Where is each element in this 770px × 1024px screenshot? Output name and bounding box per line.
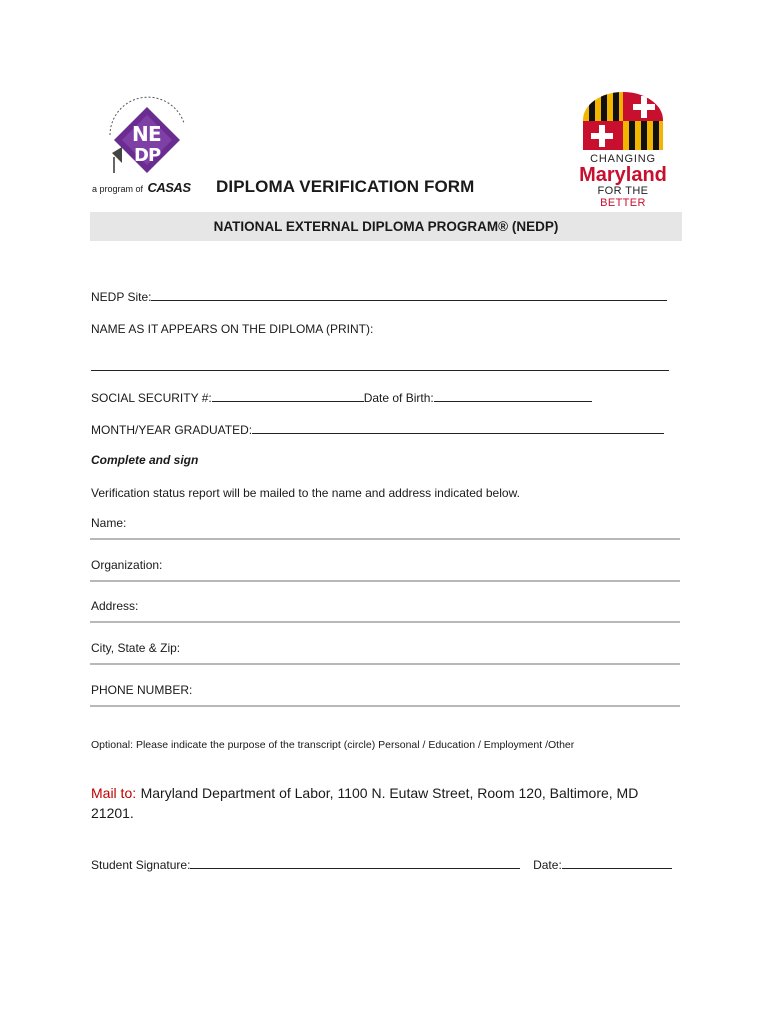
name-print-label: NAME AS IT APPEARS ON THE DIPLOMA (PRINT): — [91, 322, 374, 336]
maryland-tagline-emph: BETTER — [600, 197, 646, 209]
svg-text:N: N — [132, 122, 149, 146]
address-label: Address: — [91, 599, 139, 613]
maryland-logo — [573, 92, 673, 209]
maryland-flag-icon — [583, 92, 663, 150]
phone-label: PHONE NUMBER: — [91, 683, 193, 697]
optional-note: Optional: Please indicate the purpose of the transcript (circle) Personal / Education / Employment /Other — [91, 739, 575, 751]
form-title: DIPLOMA VERIFICATION FORM — [216, 177, 475, 196]
complete-sign-note: Complete and sign — [91, 453, 199, 467]
address-line[interactable] — [90, 621, 680, 623]
maryland-changing: CHANGING — [590, 153, 656, 165]
graduated-row — [91, 421, 664, 437]
date-field[interactable] — [562, 856, 672, 869]
mail-to-zip: 21201. — [91, 805, 134, 821]
graduated-label: MONTH/YEAR GRADUATED: — [91, 423, 253, 437]
name-print-field[interactable] — [91, 358, 669, 371]
casas-brand: CASAS — [147, 180, 191, 195]
ssn-label: SOCIAL SECURITY #: — [91, 391, 212, 405]
signature-row — [91, 856, 672, 872]
nedp-site-row — [91, 288, 667, 304]
mail-to-row — [91, 785, 638, 803]
nedp-caption-prefix: a program of — [92, 184, 144, 194]
signature-label: Student Signature: — [91, 858, 191, 872]
graduated-field[interactable] — [252, 421, 664, 434]
phone-line[interactable] — [90, 705, 680, 707]
maryland-tagline-prefix: FOR THE — [597, 185, 649, 197]
ssn-field[interactable] — [212, 389, 364, 402]
organization-label: Organization: — [91, 558, 163, 572]
organization-line[interactable] — [90, 580, 680, 582]
maryland-tagline — [573, 185, 673, 209]
city-line[interactable] — [90, 663, 680, 665]
mail-to-address: Maryland Department of Labor, 1100 N. Eutaw Street, Room 120, Baltimore, MD — [140, 785, 639, 801]
subtitle-band — [90, 212, 682, 241]
nedp-emblem-icon — [92, 95, 202, 175]
form-subtitle: NATIONAL EXTERNAL DIPLOMA PROGRAM® (NEDP) — [213, 219, 559, 234]
verification-note: Verification status report will be mailed to the name and address indicated below. — [91, 486, 520, 500]
name-label: Name: — [91, 516, 127, 530]
dob-label: Date of Birth: — [363, 391, 434, 405]
maryland-wordmark: Maryland — [579, 164, 667, 186]
svg-text:P: P — [148, 145, 162, 166]
nedp-site-field[interactable] — [151, 288, 667, 301]
nedp-site-label: NEDP Site: — [91, 290, 152, 304]
nedp-logo — [92, 95, 202, 195]
mail-to-label: Mail to: — [91, 785, 137, 801]
name-print-row — [91, 358, 669, 376]
name-line[interactable] — [90, 538, 680, 540]
dob-field[interactable] — [434, 389, 592, 402]
city-label: City, State & Zip: — [91, 641, 181, 655]
svg-text:D: D — [134, 145, 149, 166]
ssn-dob-row — [91, 389, 592, 405]
svg-text:E: E — [148, 122, 162, 146]
signature-field[interactable] — [190, 856, 520, 869]
date-label: Date: — [533, 858, 562, 872]
